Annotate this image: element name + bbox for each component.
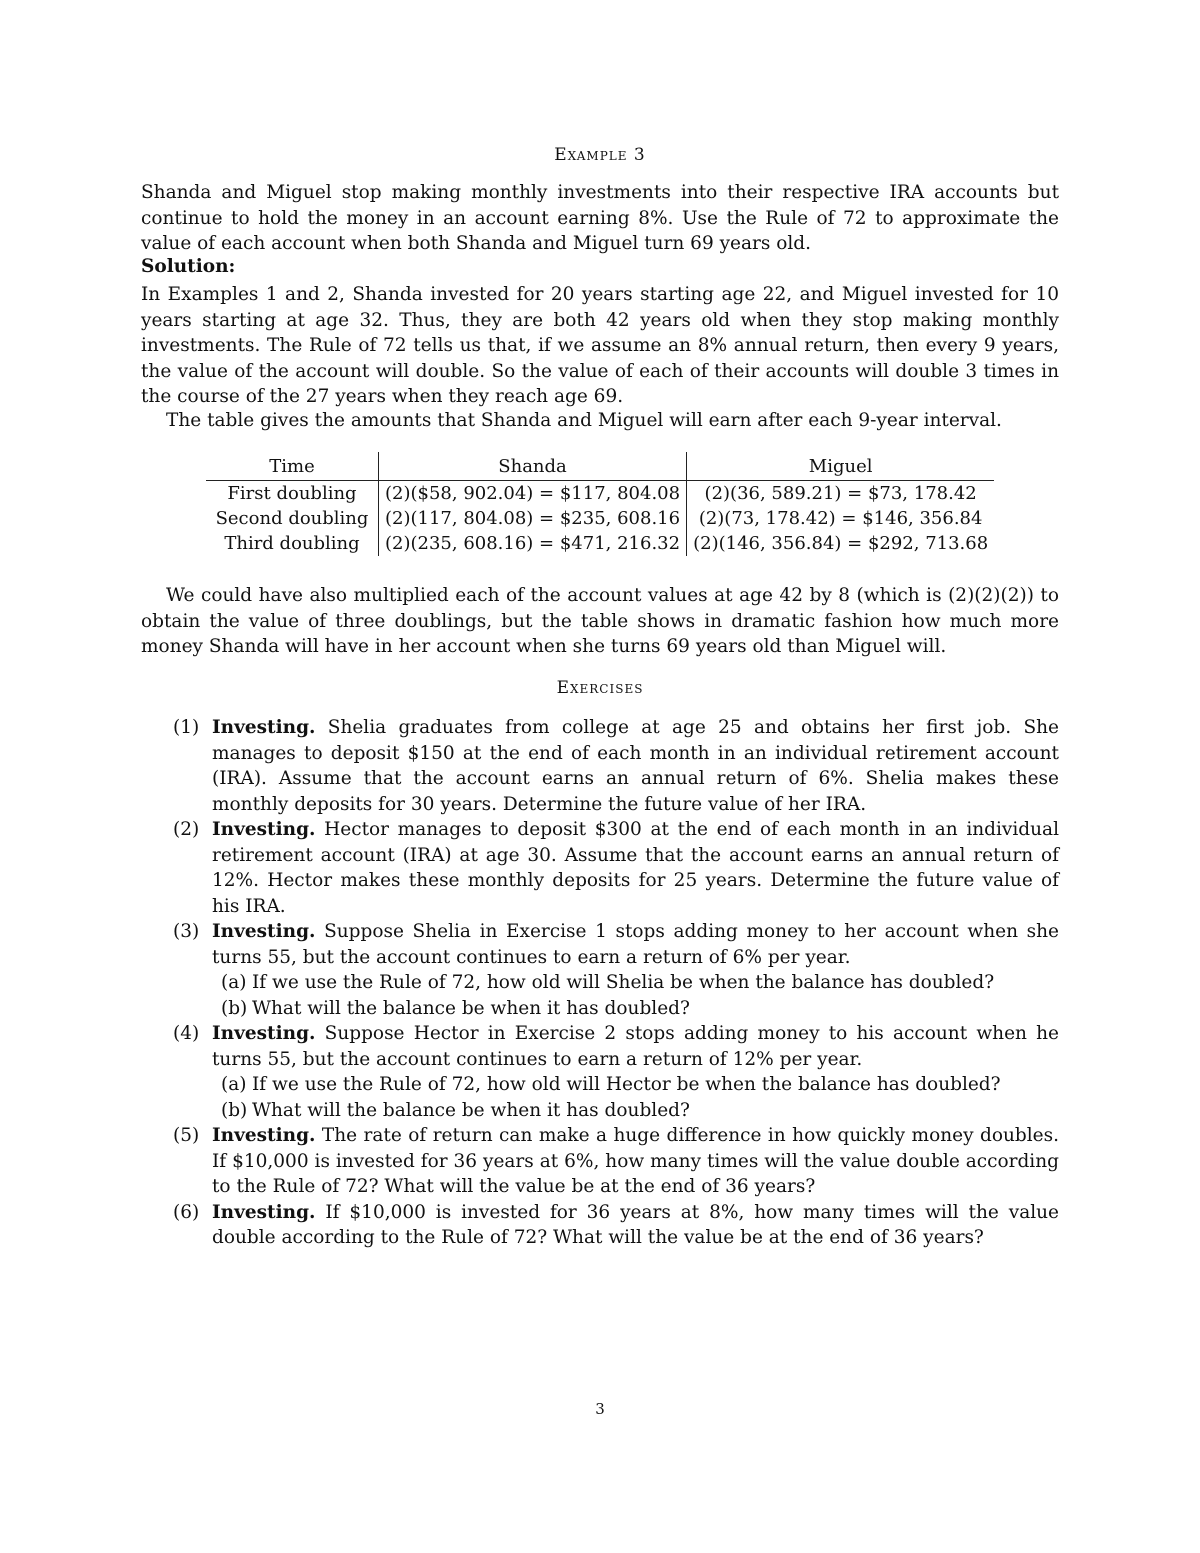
- header-shanda: Shanda: [379, 452, 687, 481]
- table-header-row: [206, 452, 994, 481]
- page-number: 3: [595, 1400, 605, 1418]
- exercise-keyword: Investing.: [212, 921, 316, 942]
- row-shanda: (2)(117, 804.08) = $235, 608.16: [379, 506, 687, 531]
- sub-question-number: (a): [221, 972, 247, 993]
- header-time: Time: [206, 452, 379, 481]
- row-miguel: (2)(73, 178.42) = $146, 356.84: [687, 506, 995, 531]
- exercise-text: Shelia graduates from college at age 25 and obtains her first job. She manages to deposit $150 at the end of each month in an individual retirement account (IRA). Assume that the account earns an annual return of 6%. Shelia makes these monthly deposits for 30 years. Determine the future value of her IRA.: [212, 717, 1059, 815]
- exercise-number: (1): [173, 717, 200, 738]
- exercise-text: Hector manages to deposit $300 at the end of each month in an individual retirement account (IRA) at age 30. Assume that the account earns an annual return of 12%. Hector makes these monthly deposits for 25 years. Determine the future value of his IRA.: [212, 819, 1059, 917]
- sub-question-list: [212, 970, 1059, 1021]
- exercises-title: Exercises: [556, 678, 644, 698]
- table-row: [206, 481, 994, 507]
- exercise-text: The rate of return can make a huge difference in how quickly money doubles. If $10,000 is invested for 36 years at 6%, how many times will the value double according to the Rule of 72? What will the value be at the end of 36 years?: [212, 1125, 1059, 1197]
- closing-paragraph: We could have also multiplied each of the account values at age 42 by 8 (which is (2)(2)(2)) to obtain the value of three doublings, but the table shows in dramatic fashion how much more money Shanda will have in her account when she turns 69 years old than Miguel will.: [141, 585, 1059, 657]
- row-time: Third doubling: [224, 533, 360, 554]
- sub-question: [212, 996, 1059, 1022]
- exercise-number: (2): [173, 819, 200, 840]
- exercise-body: [212, 1200, 1059, 1251]
- exercise-keyword: Investing.: [212, 1201, 316, 1223]
- sub-question-list: [212, 1072, 1059, 1123]
- row-miguel: (2)(36, 589.21) = $73, 178.42: [687, 481, 995, 507]
- exercise-item: [166, 715, 1059, 817]
- row-miguel: (2)(146, 356.84) = $292, 713.68: [687, 531, 995, 556]
- exercise-number: (4): [173, 1023, 200, 1044]
- exercise-number: (3): [173, 921, 200, 942]
- sub-question-number: (a): [221, 1074, 247, 1095]
- row-shanda: (2)(235, 608.16) = $471, 216.32: [379, 531, 687, 556]
- exercise-list: [166, 715, 1059, 1251]
- sub-question-number: (b): [221, 1099, 248, 1121]
- table-intro: The table gives the amounts that Shanda and Miguel will earn after each 9-year interval.: [166, 410, 1002, 431]
- row-shanda: (2)($58, 902.04) = $117, 804.08: [379, 481, 687, 507]
- sub-question: [212, 1098, 1059, 1124]
- row-time: First doubling: [227, 483, 357, 504]
- exercise-item: [166, 919, 1059, 1021]
- exercise-number: (6): [173, 1201, 200, 1223]
- sub-question-text: What will the balance be when it has doubled?: [252, 997, 690, 1019]
- exercise-text: Suppose Hector in Exercise 2 stops adding money to his account when he turns 55, but the account continues to earn a return of 12% per year.: [212, 1023, 1059, 1070]
- exercise-text: Suppose Shelia in Exercise 1 stops adding money to her account when she turns 55, but the account continues to earn a return of 6% per year.: [212, 921, 1059, 968]
- exercise-keyword: Investing.: [212, 819, 316, 840]
- table-row: [206, 506, 994, 531]
- exercise-item: [166, 817, 1059, 919]
- exercise-body: [212, 1021, 1059, 1072]
- sub-question-number: (b): [221, 997, 248, 1019]
- exercise-keyword: Investing.: [212, 717, 316, 738]
- exercise-item: [166, 1123, 1059, 1200]
- doubling-table: [206, 452, 994, 556]
- exercise-keyword: Investing.: [212, 1023, 316, 1044]
- exercise-item: [166, 1021, 1059, 1123]
- exercise-body: [212, 817, 1059, 919]
- exercise-item: [166, 1200, 1059, 1251]
- solution-body: In Examples 1 and 2, Shanda invested for 20 years starting age 22, and Miguel invested for 10 years starting at age 32. Thus, they are both 42 years old when they stop making monthly investments. The Rule of 72 tells us that, if we assume an 8% annual return, then every 9 years, the value of the account will double. So the value of each of their accounts will double 3 times in the course of the 27 years when they reach age 69.: [141, 284, 1059, 407]
- sub-question: [212, 1072, 1059, 1098]
- sub-question: [212, 970, 1059, 996]
- sub-question-text: If we use the Rule of 72, how old will Hector be when the balance has doubled?: [252, 1074, 1001, 1095]
- sub-question-text: If we use the Rule of 72, how old will Shelia be when the balance has doubled?: [252, 972, 995, 993]
- exercise-text: If $10,000 is invested for 36 years at 8%, how many times will the value double according to the Rule of 72? What will the value be at the end of 36 years?: [212, 1201, 1060, 1248]
- solution-label: Solution:: [141, 256, 236, 277]
- sub-question-text: What will the balance be when it has doubled?: [252, 1099, 690, 1121]
- header-miguel: Miguel: [687, 452, 995, 481]
- exercise-keyword: Investing.: [212, 1125, 316, 1146]
- exercise-body: [212, 715, 1059, 817]
- table-row: [206, 531, 994, 556]
- example-title: Example 3: [554, 145, 646, 165]
- exercise-body: [212, 919, 1059, 970]
- row-time: Second doubling: [215, 508, 369, 529]
- exercise-number: (5): [173, 1125, 200, 1146]
- example-intro: Shanda and Miguel stop making monthly investments into their respective IRA accounts but continue to hold the money in an account earning 8%. Use the Rule of 72 to approximate the value of each account when both Shanda and Miguel turn 69 years old.: [141, 182, 1059, 254]
- exercise-body: [212, 1123, 1059, 1200]
